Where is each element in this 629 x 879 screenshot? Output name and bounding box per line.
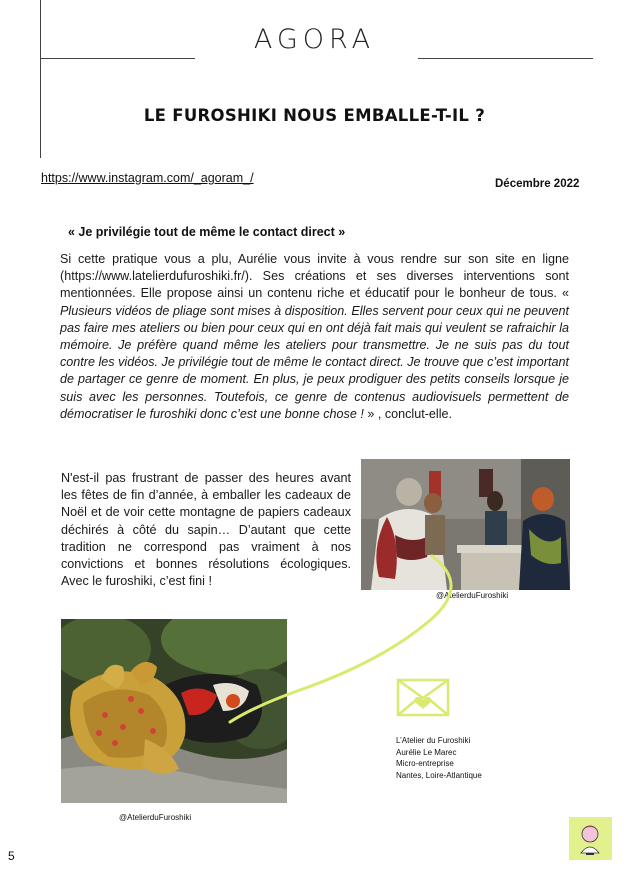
article-paragraph-2: N'est-il pas frustrant de passer des heures avant les fêtes de fin d’année, à emballer les cadeaux de Noël et de voir cette montagne de papiers cadeaux déchirés à côté du sapin… D’autant que cette tradition ne correspond pas vraiment à nos convictions et bonnes résolutions écologiques. Avec le furoshiki, c’est fini ! [61, 471, 351, 589]
paragraph-1-quote: Plusieurs vidéos de pliage sont mises à disposition. Elles servent pour ceux qui ne peuvent pas faire mes ateliers ou bien pour ceux qui en ont déjà fait mais qui veulent se rafraichir la mémoire. Je préfère quand même les ateliers pour transmettre. Je ne suis pas du tout contre les vidéos. Je privilégie tout de même le contact direct. Je trouve que c’est important de partager ce genre de moment. En plus, je peux prodiguer des petits conseils lorsque je suis avec les personnes. Toutefois, ce genre de contenus audiovisuels permettent de démocratiser le furoshiki donc c’est une bonne chose ! [60, 303, 569, 421]
magazine-logo [569, 817, 612, 860]
paragraph-1-ending: » , conclut-elle. [363, 406, 453, 421]
furoshiki-wrap-photo [61, 619, 287, 803]
furoshiki-photo-illustration [61, 619, 287, 803]
workshop-photo [361, 459, 570, 590]
instagram-link[interactable]: https://www.instagram.com/_agoram_/ [41, 171, 254, 185]
contact-business-name: L’Atelier du Furoshiki [396, 736, 471, 745]
wrap-photo-caption: @AtelierduFuroshiki [119, 813, 192, 822]
header-frame-right-line [418, 58, 593, 59]
workshop-photo-illustration [361, 459, 570, 590]
workshop-photo-caption: @AtelierduFuroshiki [436, 591, 509, 600]
contact-company-type: Micro-entreprise [396, 759, 454, 768]
header-frame-left-line [40, 58, 195, 59]
envelope-heart-icon [398, 680, 448, 715]
contact-person-name: Aurélie Le Marec [396, 747, 457, 757]
contact-block [396, 735, 482, 781]
page-number: 5 [8, 849, 15, 863]
contact-location: Nantes, Loire-Atlantique [396, 770, 482, 780]
article-subheading: « Je privilégie tout de même le contact direct » [68, 225, 346, 239]
article-title: LE FUROSHIKI NOUS EMBALLE-T-IL ? [143, 106, 486, 125]
article-paragraph-1 [60, 251, 569, 423]
magazine-brand: AGORA [253, 24, 376, 55]
paragraph-1-intro: Si cette pratique vous a plu, Aurélie vous invite à vous rendre sur son site en ligne (https://www.latelierdufuroshiki.fr/). Ses créations et ses diverses interventions sont mentionnées. Elle propose ainsi un contenu riche et éducatif pour le bonheur de tous. « [60, 252, 569, 301]
portrait-logo-icon [569, 817, 612, 860]
issue-date: Décembre 2022 [495, 178, 580, 190]
